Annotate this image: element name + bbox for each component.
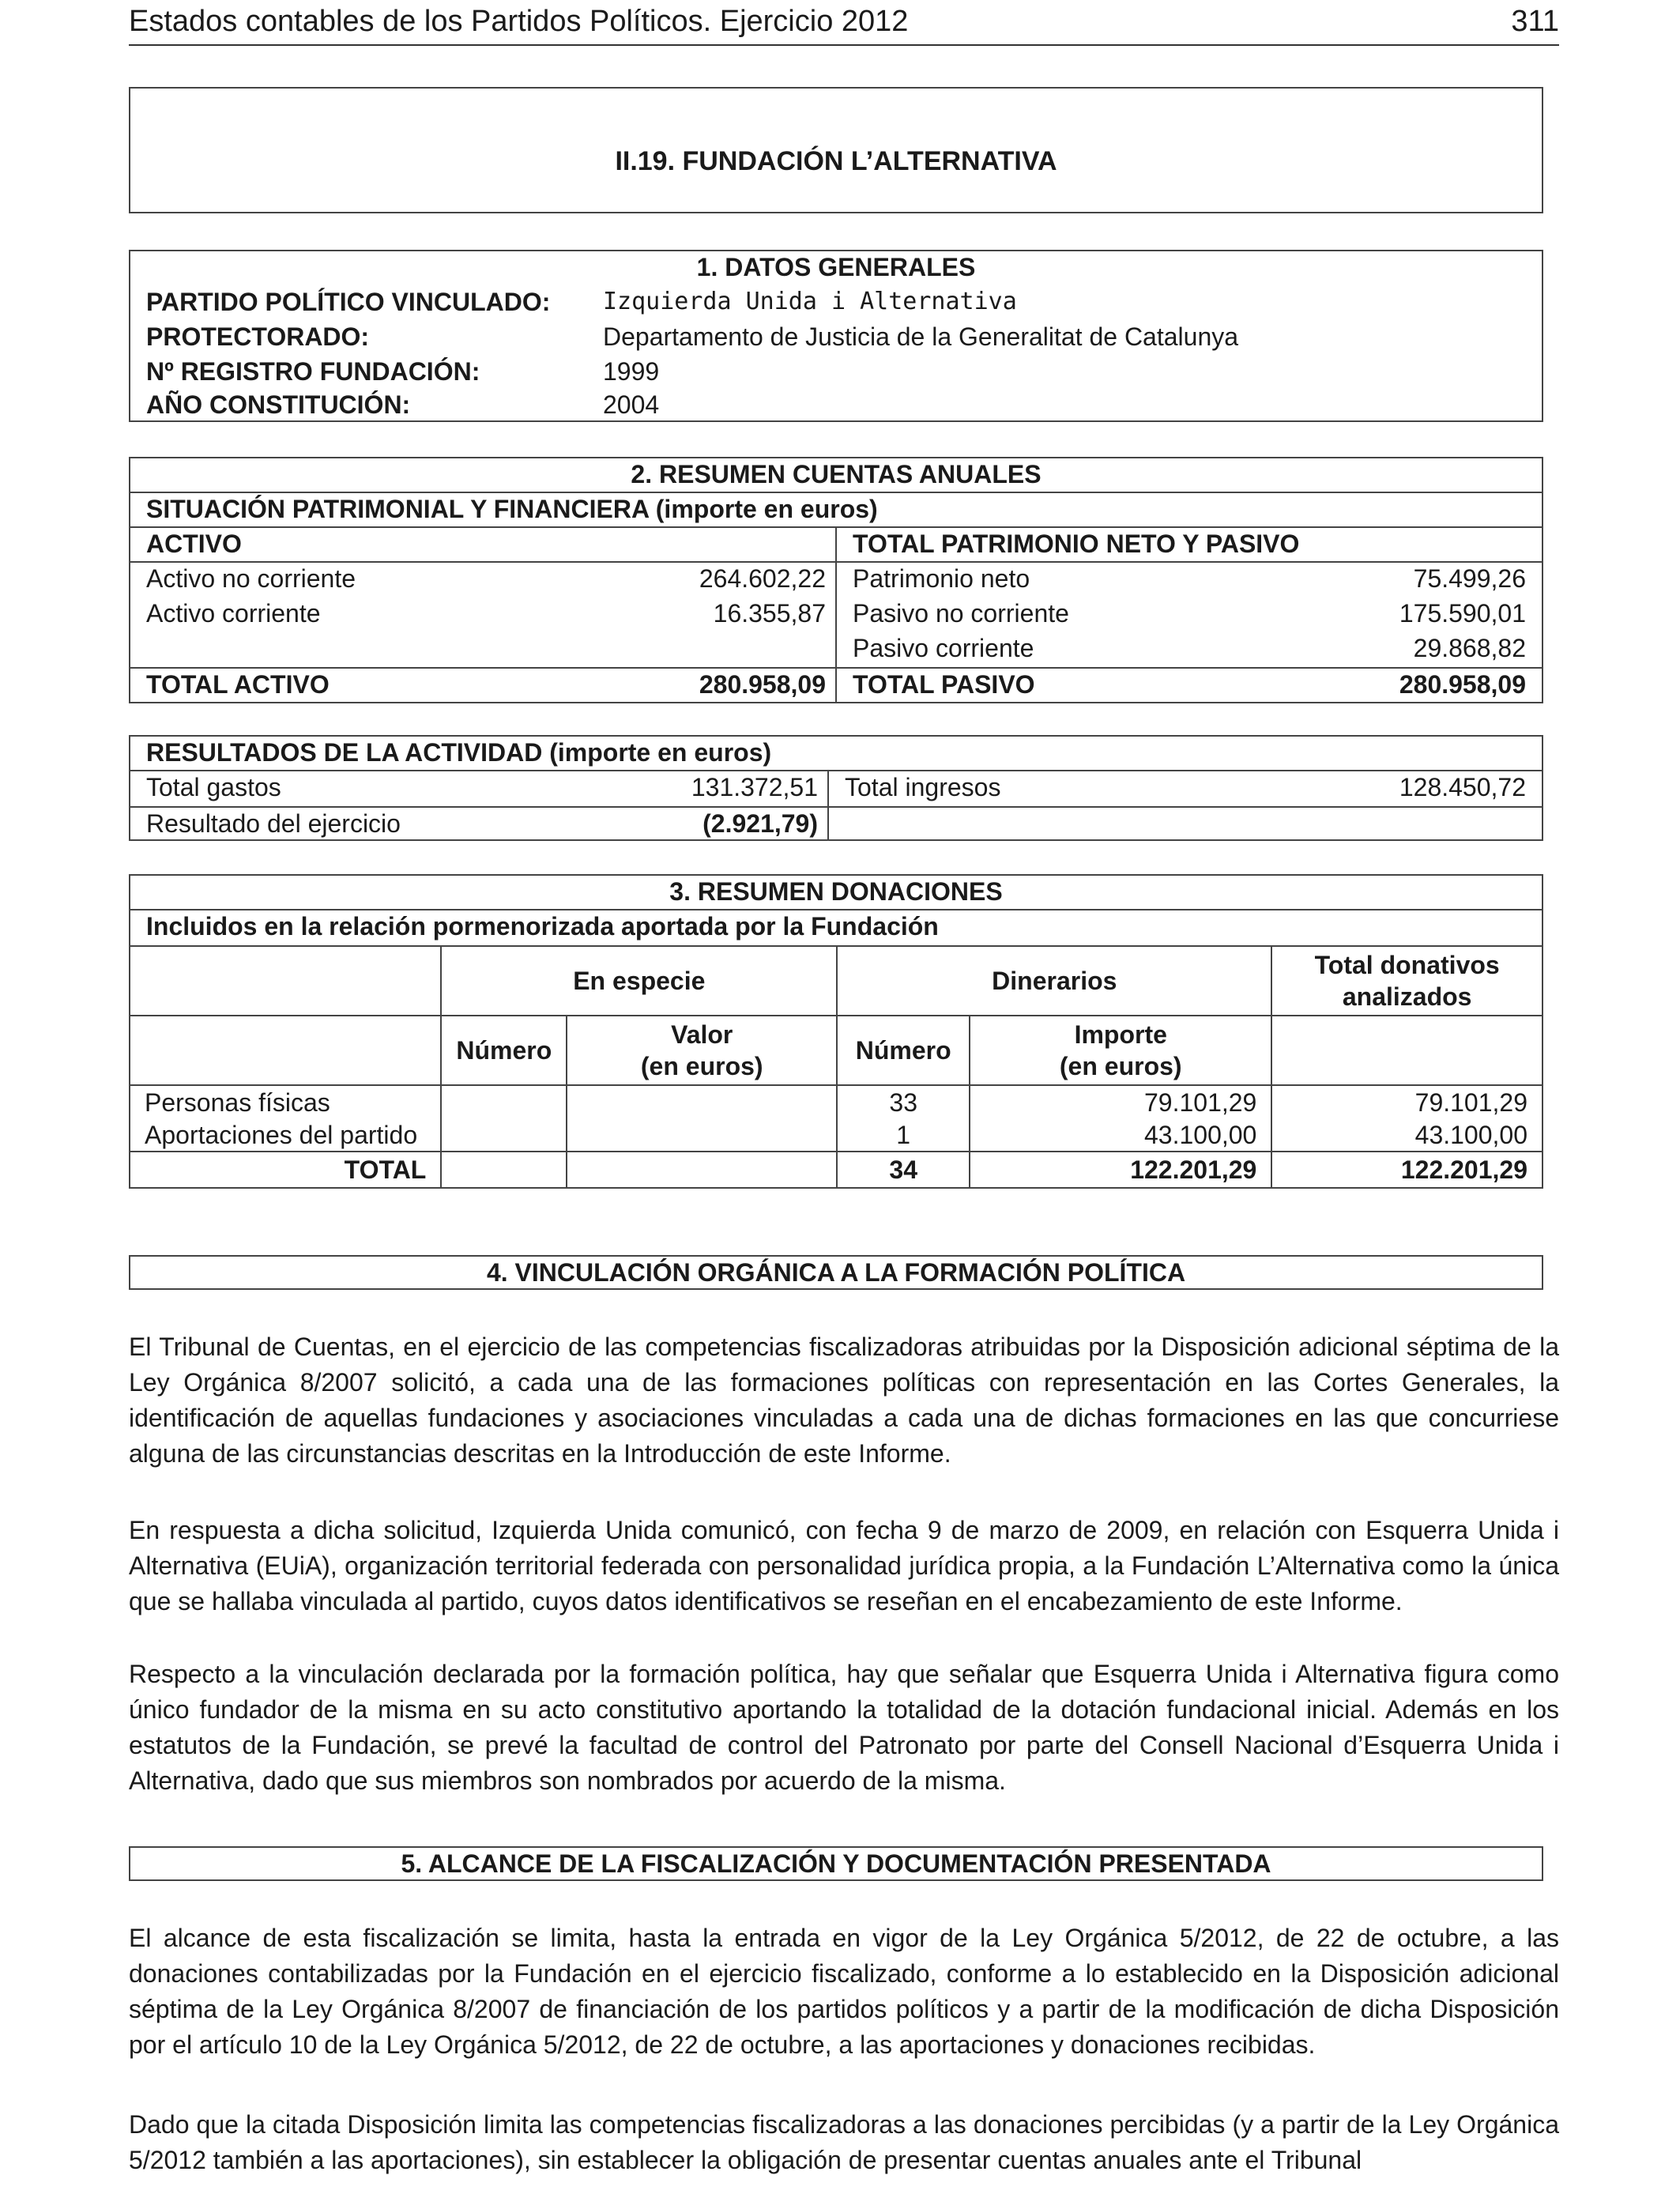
pasivo-heading: TOTAL PATRIMONIO NETO Y PASIVO <box>853 530 1300 558</box>
vinculacion-paragraph-1: El Tribunal de Cuentas, en el ejercicio de las competencias fiscalizadoras atribuidas por la Disposición adicional séptima de la Ley Orgánica 8/2007 solicitó, a cada una de las formaciones políticas con representación en las Cortes Generales, la identificación de aquellas fundaciones y asociaciones vinculadas a cada una de dichas formaciones en las que concurriese alguna de las circunstancias descritas en la Introducción de este Informe. <box>129 1333 1559 1468</box>
resultado-value: (2.921,79) <box>703 809 818 838</box>
activo-label: Activo no corriente <box>146 564 356 593</box>
row-label: Aportaciones del partido <box>130 1118 441 1152</box>
row-numero: 33 <box>837 1085 970 1118</box>
row-total: 43.100,00 <box>1271 1118 1543 1152</box>
section-title-box <box>129 87 1543 213</box>
alcance-paragraph-1: El alcance de esta fiscalización se limita, hasta la entrada en vigor de la Ley Orgánica 5/2012, de 22 de octubre, a las donaciones contabilizadas por la Fundación en el ejercicio fiscalizado, conforme a lo establecido en la Disposición adicional séptima de la Ley Orgánica 8/2007 de financiación de los partidos políticos y a partir de la modificación de dicha Disposición por el artículo 10 de la Ley Orgánica 5/2012, de 22 de octubre, a las aportaciones y donaciones recibidas. <box>129 1924 1559 2059</box>
total-gastos-label: Total gastos <box>146 773 281 801</box>
table-row <box>130 1118 1543 1152</box>
row-total: 79.101,29 <box>1271 1085 1543 1118</box>
col-valor: Valor (en euros) <box>567 1016 837 1085</box>
situacion-subheading: SITUACIÓN PATRIMONIAL Y FINANCIERA (importe en euros) <box>146 495 878 523</box>
label-registro: Nº REGISTRO FUNDACIÓN: <box>146 357 480 386</box>
pasivo-label: Patrimonio neto <box>853 564 1030 593</box>
label-constitucion: AÑO CONSTITUCIÓN: <box>146 390 411 419</box>
col-dinerarios: Dinerarios <box>837 946 1271 1016</box>
total-activo-label: TOTAL ACTIVO <box>146 670 330 699</box>
pasivo-value: 29.868,82 <box>1413 634 1526 662</box>
donaciones-heading: 3. RESUMEN DONACIONES <box>669 877 1003 906</box>
row-importe: 79.101,29 <box>970 1085 1271 1118</box>
col-numero-dinerarios: Número <box>837 1016 970 1085</box>
resultados-table <box>129 735 1543 841</box>
row-numero: 1 <box>837 1118 970 1152</box>
resultado-label: Resultado del ejercicio <box>146 809 401 838</box>
resumen-cuentas-heading: 2. RESUMEN CUENTAS ANUALES <box>631 460 1042 488</box>
total-importe: 122.201,29 <box>970 1152 1271 1188</box>
resultados-heading: RESULTADOS DE LA ACTIVIDAD (importe en euros) <box>146 738 772 767</box>
activo-label: Activo corriente <box>146 599 321 628</box>
table-row <box>130 1085 1543 1118</box>
total-numero: 34 <box>837 1152 970 1188</box>
alcance-paragraph-2: Dado que la citada Disposición limita las competencias fiscalizadoras a las donaciones percibidas (y a partir de la Ley Orgánica 5/2012 también a las aportaciones), sin establecer la obligación de presentar cuentas anuales ante el Tribunal <box>129 2110 1559 2174</box>
total-label: TOTAL <box>130 1152 441 1188</box>
label-partido: PARTIDO POLÍTICO VINCULADO: <box>146 288 551 316</box>
datos-generales-table <box>129 250 1543 422</box>
vinculacion-paragraph-2: En respuesta a dicha solicitud, Izquierda Unida comunicó, con fecha 9 de marzo de 2009, en relación con Esquerra Unida i Alternativa (EUiA), organización territorial federada con personalidad jurídica propia, a la Fundación L’Alternativa como la única que se hallaba vinculada al partido, cuyos datos identificativos se reseñan en el encabezamiento de este Informe. <box>129 1516 1559 1615</box>
resumen-cuentas-table <box>129 457 1543 703</box>
running-title: Estados contables de los Partidos Políticos. Ejercicio 2012 <box>129 5 909 38</box>
total-ingresos-value: 128.450,72 <box>1399 773 1526 801</box>
pasivo-label: Pasivo no corriente <box>853 599 1069 628</box>
col-total-donativos: Total donativos analizados <box>1271 946 1543 1016</box>
row-label: Personas físicas <box>130 1085 441 1118</box>
activo-value: 264.602,22 <box>699 564 826 593</box>
row-importe: 43.100,00 <box>970 1118 1271 1152</box>
total-pasivo-label: TOTAL PASIVO <box>853 670 1035 699</box>
activo-value: 16.355,87 <box>713 599 826 628</box>
page-header <box>129 3 1559 46</box>
alcance-heading-box <box>129 1846 1543 1881</box>
value-registro: 1999 <box>603 357 660 386</box>
donaciones-subheading: Incluidos en la relación pormenorizada aportada por la Fundación <box>146 912 939 941</box>
donaciones-table <box>129 945 1543 1189</box>
total-gastos-value: 131.372,51 <box>691 773 818 801</box>
total-row <box>130 1152 1543 1188</box>
col-en-especie: En especie <box>441 946 837 1016</box>
value-partido: Izquierda Unida i Alternativa <box>603 288 1017 315</box>
vinculacion-paragraph-3: Respecto a la vinculación declarada por la formación política, hay que señalar que Esquerra Unida i Alternativa figura como único fundador de la misma en su acto constitutivo aportando la totalidad de la dotación fundacional inicial. Además en los estatutos de la Fundación, se prevé la facultad de control del Patronato por parte del Consell Nacional d’Esquerra Unida i Alternativa, dado que sus miembros son nombrados por acuerdo de la misma. <box>129 1660 1559 1795</box>
section-title: II.19. FUNDACIÓN L’ALTERNATIVA <box>615 146 1057 176</box>
total-donativos: 122.201,29 <box>1271 1152 1543 1188</box>
pasivo-label: Pasivo corriente <box>853 634 1034 662</box>
datos-generales-heading: 1. DATOS GENERALES <box>696 253 976 281</box>
label-protectorado: PROTECTORADO: <box>146 322 370 351</box>
col-importe: Importe (en euros) <box>970 1016 1271 1085</box>
pasivo-value: 175.590,01 <box>1399 599 1526 628</box>
page-number: 311 <box>1511 5 1559 38</box>
pasivo-value: 75.499,26 <box>1413 564 1526 593</box>
alcance-heading: 5. ALCANCE DE LA FISCALIZACIÓN Y DOCUMENTACIÓN PRESENTADA <box>401 1849 1271 1878</box>
total-activo-value: 280.958,09 <box>699 670 826 699</box>
vinculacion-heading: 4. VINCULACIÓN ORGÁNICA A LA FORMACIÓN POLÍTICA <box>486 1258 1186 1287</box>
vinculacion-heading-box <box>129 1255 1543 1290</box>
activo-heading: ACTIVO <box>146 530 242 558</box>
total-ingresos-label: Total ingresos <box>845 773 1001 801</box>
value-protectorado: Departamento de Justicia de la Generalitat de Catalunya <box>603 322 1239 351</box>
value-constitucion: 2004 <box>603 390 660 419</box>
donaciones-heading-box <box>129 874 1543 945</box>
total-pasivo-value: 280.958,09 <box>1399 670 1526 699</box>
col-numero-especie: Número <box>441 1016 567 1085</box>
